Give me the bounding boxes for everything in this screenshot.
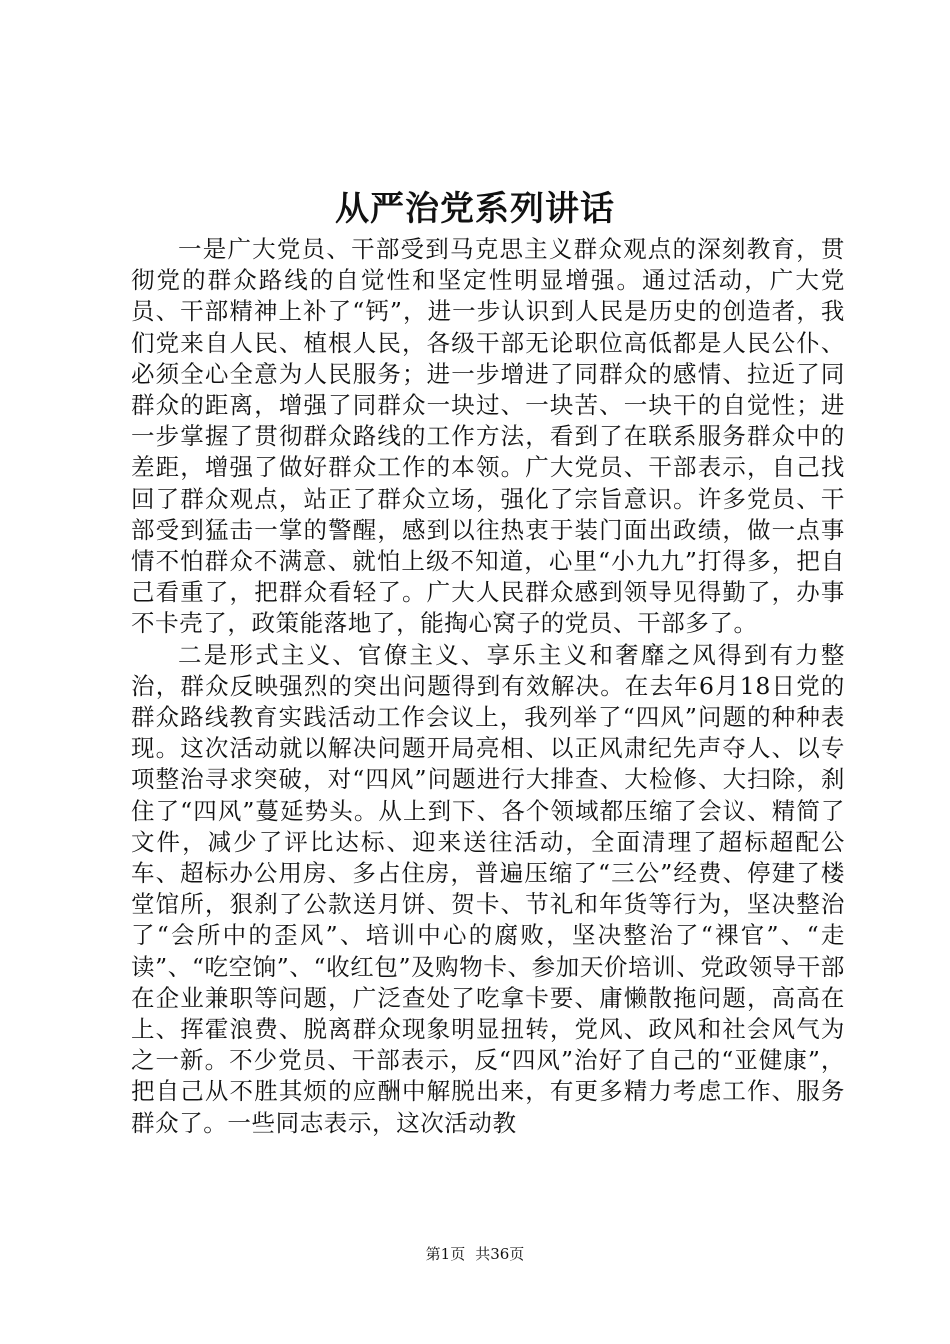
paragraph-1: 一是广大党员、干部受到马克思主义群众观点的深刻教育，贯彻党的群众路线的自觉性和坚定性明显增强。通过活动，广大党员、干部精神上补了“钙”，进一步认识到人民是历史的创造者，我们党来自人民、植根人民，各级干部无论职位高低都是人民公仆、必须全心全意为人民服务；进一步增进了同群众的感情、拉近了同群众的距离，增强了同群众一块过、一块苦、一块干的自觉性；进一步掌握了贯彻群众路线的工作方法，看到了在联系服务群众中的差距，增强了做好群众工作的本领。广大党员、干部表示，自己找回了群众观点，站正了群众立场，强化了宗旨意识。许多党员、干部受到猛击一掌的警醒，感到以往热衷于装门面出政绩，做一点事情不怕群众不满意、就怕上级不知道，心里“小九九”打得多，把自己看重了，把群众看轻了。广大人民群众感到领导见得勤了，办事不卡壳了，政策能落地了，能掏心窝子的党员、干部多了。 (131, 235, 845, 638)
page-number: 第1页 (425, 1245, 466, 1263)
page-footer (0, 1243, 950, 1265)
document-title: 从严治党系列讲话 (335, 189, 615, 229)
page-total: 共36页 (475, 1245, 525, 1263)
document-body (131, 234, 845, 1139)
paragraph-2: 二是形式主义、官僚主义、享乐主义和奢靡之风得到有力整治，群众反映强烈的突出问题得到有效解决。在去年6月18日党的群众路线教育实践活动工作会议上，我列举了“四风”问题的种种表现。这次活动就以解决问题开局亮相、以正风肃纪先声夺人、以专项整治寻求突破，对“四风”问题进行大排查、大检修、大扫除，刹住了“四风”蔓延势头。从上到下、各个领域都压缩了会议、精简了文件，减少了评比达标、迎来送往活动，全面清理了超标超配公车、超标办公用房、多占住房，普遍压缩了“三公”经费、停建了楼堂馆所，狠刹了公款送月饼、贺卡、节礼和年货等行为，坚决整治了“会所中的歪风”、培训中心的腐败，坚决整治了“裸官”、“走读”、“吃空饷”、“收红包”及购物卡、参加天价培训、党政领导干部在企业兼职等问题，广泛查处了吃拿卡要、庸懒散拖问题，高高在上、挥霍浪费、脱离群众现象明显扭转，党风、政风和社会风气为之一新。不少党员、干部表示，反“四风”治好了自己的“亚健康”，把自己从不胜其烦的应酬中解脱出来，有更多精力考虑工作、服务群众了。一些同志表示，这次活动教 (131, 640, 845, 1137)
